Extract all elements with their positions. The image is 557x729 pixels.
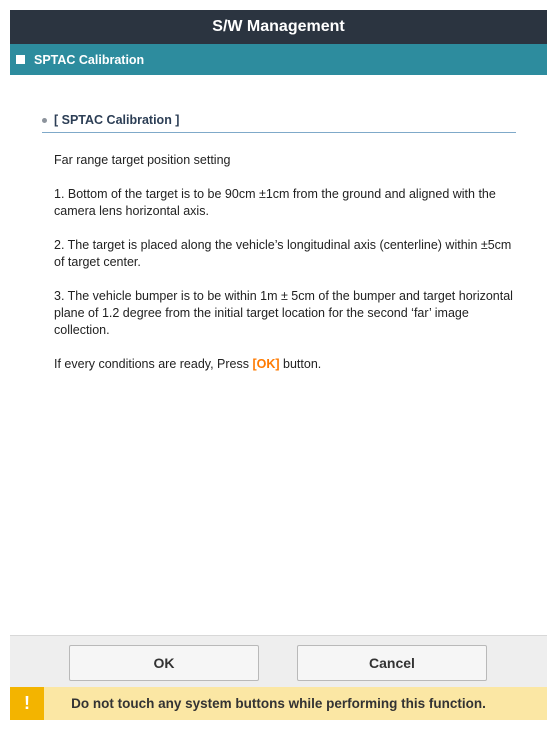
subsection-heading (42, 113, 516, 133)
cancel-button[interactable]: Cancel (297, 645, 487, 681)
ok-highlight: [OK] (252, 357, 280, 371)
button-bar (10, 635, 547, 687)
warning-text: Do not touch any system buttons while performing this function. (71, 696, 486, 711)
ok-button[interactable]: OK (69, 645, 259, 681)
window-title: S/W Management (10, 10, 547, 44)
instruction-paragraph: 1. Bottom of the target is to be 90cm ±1cm from the ground and aligned with the camera lens horizontal axis. (54, 187, 496, 218)
press-ok-suffix: button. (279, 357, 322, 371)
app-window (10, 10, 547, 720)
instructions-text (54, 152, 516, 390)
content-panel (10, 75, 547, 635)
section-header (10, 44, 547, 75)
instruction-paragraph: Far range target position setting (54, 153, 231, 167)
warning-banner (10, 687, 547, 720)
square-bullet-icon (16, 55, 25, 64)
instruction-paragraph: 2. The target is placed along the vehicle’s longitudinal axis (centerline) within ±5cm of target center. (54, 238, 512, 269)
section-title: SPTAC Calibration (34, 52, 145, 67)
instruction-paragraph: 3. The vehicle bumper is to be within 1m ± 5cm of the bumper and target horizontal plane of 1.2 degree from the initial target location for the second ‘far’ image collection. (54, 289, 513, 337)
warning-icon: ! (10, 687, 44, 720)
press-ok-instruction (54, 356, 516, 373)
subsection-heading-text: [ SPTAC Calibration ] (54, 113, 180, 127)
press-ok-prefix: If every conditions are ready, Press (54, 357, 253, 371)
bullet-dot-icon (42, 118, 47, 123)
